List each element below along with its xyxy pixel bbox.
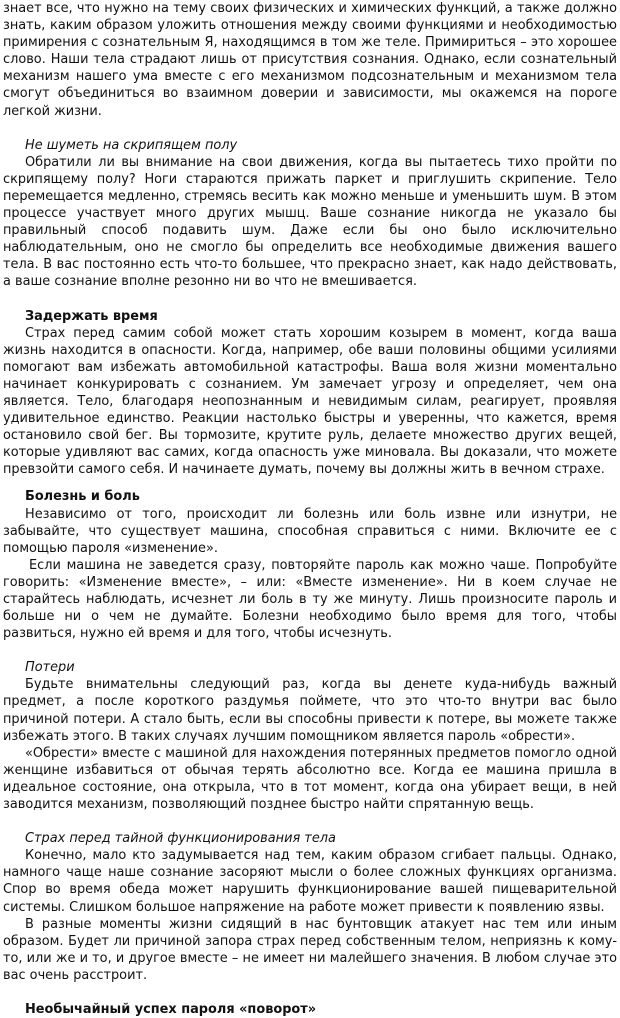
paragraph: Независимо от того, происходит ли болезнь или боль извне или изнутри, не забывайте, что существует машина, способная справиться с ними. Включите ее с помощью пароля «изменение». (3, 506, 617, 556)
section-heading-creaky-floor: Не шуметь на скрипящем полу (25, 137, 238, 153)
section-spacer (3, 478, 617, 488)
section-heading-body-fear: Страх перед тайной функционирования тела (25, 831, 336, 847)
section-spacer (3, 984, 617, 1001)
paragraph: Конечно, мало кто задумывается над тем, каким образом сгибает пальцы. Однако, намного чаще наше сознание засоряют мысли о более сложных функциях организма. Спор во время обеда может нарушить функционирование вашей пищеварительной системы. Слишком большое напряжение на работе может привести к появлению язвы. (3, 848, 617, 915)
intro-paragraph: знает все, что нужно на тему своих физических и химических функций, а также должно знать, каким образом уложить отношения между своими функциями и необходимостью примирения с сознательным Я, находящимся в том же теле. Примириться – это хорошее слово. Наши тела страдают лишь от присутствия сознания. Однако, если сознательный механизм нашего ума вместе с его механизмом подсознательным и механизмом тела смогут объединиться во взаимном доверии и зависимости, мы окажемся на пороге легкой жизни. (3, 1, 617, 119)
section-spacer (3, 291, 617, 308)
section-heading-turn-password: Необычайный успех пароля «поворот» (25, 1001, 317, 1017)
section-heading-losses: Потери (25, 660, 75, 676)
paragraph: В разные моменты жизни сидящий в нас бунтовщик атакует нас тем или иным образом. Будет ли причиной запора страх перед собственным телом, неприязнь к кому-то, или же и то, и другое вместе – не имеет ни малейшего значения. В любом случае это вас очень расстроит. (3, 916, 617, 983)
section-heading-stop-time: Задержать время (25, 308, 158, 324)
section-spacer (3, 813, 617, 830)
paragraph: Обратили ли вы внимание на свои движения, когда вы пытаетесь тихо пройти по скрипящему полу? Ноги стараются прижать паркет и приглушить скрипение. Тело перемещается медленно, стремясь весить как можно меньше и уменьшить шум. В этом процессе участвует много других мышц. Ваше сознание никогда не указало бы правильный способ подавить шум. Даже если бы оно было исключительно наблюдательным, оно не смогло бы определить все необходимые движения вашего тела. В вас постоянно есть что-то большее, что прекрасно знает, как надо действовать, а ваше сознание вполне резонно ни во что не вмешивается. (3, 154, 617, 290)
paragraph: Если машина не заведется сразу, повторяйте пароль как можно чаше. Попробуйте говорить: «Изменение вместе», – или: «Вместе изменение». Ни в коем случае не старайтесь наблюдать, исчезнет ли боль в ту же минуту. Лишь произносите пароль и больше ни о чем не думайте. Болезни необходимо было время для того, чтобы развиться, нужно ей время и для того, чтобы исчезнуть. (3, 557, 617, 642)
section-heading-illness-pain: Болезнь и боль (25, 489, 140, 505)
paragraph: Будьте внимательны следующий раз, когда вы денете куда-нибудь важный предмет, а после короткого раздумья поймете, что это что-то внутри вас было причиной потери. А стало быть, если вы способны привести к потере, вы можете также избежать этого. В таких случаях лучшим помощником является пароль «обрести». (3, 677, 617, 744)
paragraph: Страх перед самим собой может стать хорошим козырем в момент, когда ваша жизнь находится в опасности. Когда, например, обе ваши половины общими усилиями помогают вам избежать автомобильной катастрофы. Ваша воля жизни моментально начинает конкурировать с сознанием. Ум замечает угрозу и определяет, чем она является. Тело, благодаря неопознанным и невидимым силам, реагирует, проявляя удивительное единство. Реакции настолько быстры и уверенны, что кажется, время остановило свой бег. Вы тормозите, крутите руль, делаете множество других вещей, которые удивляют вас самих, когда опасность уже миновала. Вы доказали, что можете превзойти самого себя. И начинаете думать, почему вы должны жить в вечном страхе. (3, 325, 617, 478)
section-spacer (3, 120, 617, 137)
paragraph: «Обрести» вместе с машиной для нахождения потерянных предметов помогло одной женщине избавиться от обычая терять абсолютно все. Когда ее машина пришла в идеальное состояние, она открыла, что в тот момент, когда она убирает вещи, в ней заводится механизм, позволяющий позднее быстро найти спрятанную вещь. (3, 745, 617, 813)
section-spacer (3, 642, 617, 659)
